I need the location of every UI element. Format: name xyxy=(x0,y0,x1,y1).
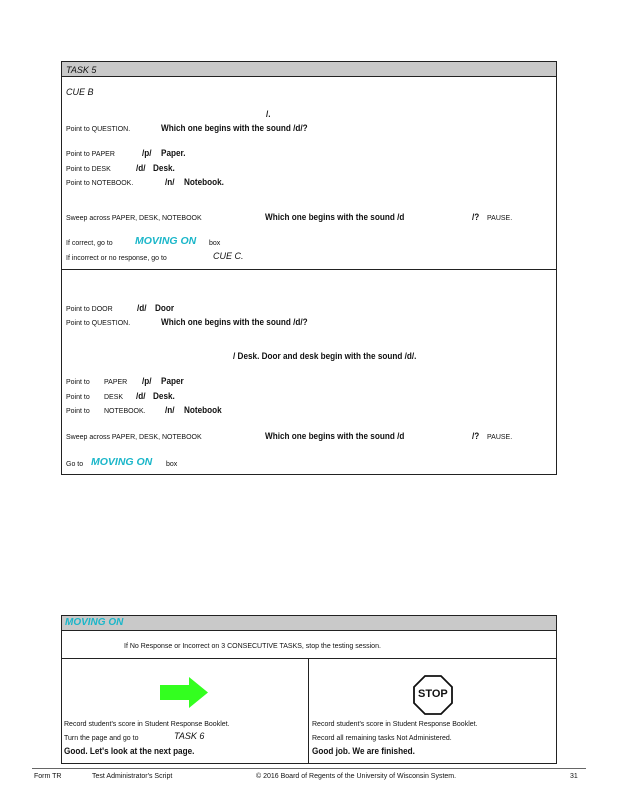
moving-on-link[interactable]: MOVING ON xyxy=(135,235,197,247)
stop-sign-label: STOP xyxy=(418,688,448,700)
left-next-page-text: Good. Let's look at the next page. xyxy=(64,746,195,757)
notebook-word: Notebook. xyxy=(184,177,224,188)
door-sound: /d/ xyxy=(137,303,147,314)
door-word: Door xyxy=(155,303,175,314)
arrow-right-icon xyxy=(160,677,208,708)
explanation: / Desk. Door and desk begin with the sound /d/. xyxy=(233,351,417,362)
cue-c-link[interactable]: CUE C. xyxy=(213,251,244,261)
moving-on-header: MOVING ON xyxy=(65,617,124,628)
footer-script: Test Administrator's Script xyxy=(92,773,173,780)
cue-divider xyxy=(61,269,557,270)
c-notebook-word: Notebook xyxy=(184,405,222,416)
cue-b-label: CUE B xyxy=(66,87,94,97)
left-turn-text: Turn the page and go to xyxy=(64,735,139,742)
task-6-link[interactable]: TASK 6 xyxy=(174,731,205,741)
pause-text: PAUSE. xyxy=(487,215,513,222)
notebook-sound: /n/ xyxy=(165,177,175,188)
right-not-administered-text: Record all remaining tasks Not Administered. xyxy=(312,735,452,742)
desk-sound: /d/ xyxy=(136,163,146,174)
correct-text: If correct, go to xyxy=(66,240,113,247)
q2-instruction: Point to QUESTION. xyxy=(66,320,131,327)
paper-name: PAPER xyxy=(104,379,128,386)
left-record-text: Record student's score in Student Response Booklet. xyxy=(64,721,230,728)
paper-instruction: Point to PAPER xyxy=(66,151,115,158)
task-header-bar xyxy=(62,62,556,77)
right-record-text: Record student's score in Student Response Booklet. xyxy=(312,721,478,728)
moving-on-column-divider xyxy=(308,658,309,764)
footer-form: Form TR xyxy=(34,773,62,780)
door-instruction: Point to DOOR xyxy=(66,306,113,313)
c-sweep-instruction: Sweep across PAPER, DESK, NOTEBOOK xyxy=(66,434,202,441)
c-box-text: box xyxy=(166,461,178,468)
moving-on-divider xyxy=(61,658,557,659)
point-to-desk-label: Point to xyxy=(66,394,90,401)
paper-sound: /p/ xyxy=(142,148,152,159)
q2-prompt: Which one begins with the sound /d/? xyxy=(161,317,308,328)
goto-text: Go to xyxy=(66,461,84,468)
point-to-paper-label: Point to xyxy=(66,379,90,386)
slash-mark: /. xyxy=(266,109,271,120)
c-paper-sound: /p/ xyxy=(142,376,152,387)
c-sweep-prompt: Which one begins with the sound /d xyxy=(265,431,405,442)
moving-on-header-bar xyxy=(62,616,556,631)
c-desk-word: Desk. xyxy=(153,391,175,402)
box-text: box xyxy=(209,240,221,247)
sweep-instruction: Sweep across PAPER, DESK, NOTEBOOK xyxy=(66,215,202,222)
footer-copyright: © 2016 Board of Regents of the University of Wisconsin System. xyxy=(256,773,457,780)
c-moving-on-link[interactable]: MOVING ON xyxy=(91,456,153,468)
c-notebook-sound: /n/ xyxy=(165,405,175,416)
incorrect-text: If incorrect or no response, go to xyxy=(66,255,167,262)
sweep-end: /? xyxy=(472,212,480,223)
desk-instruction: Point to DESK xyxy=(66,166,111,173)
page-number: 31 xyxy=(570,773,578,780)
notebook-name: NOTEBOOK. xyxy=(104,408,146,415)
notebook-instruction: Point to NOTEBOOK. xyxy=(66,180,134,187)
task-header: TASK 5 xyxy=(66,65,97,75)
q1-instruction: Point to QUESTION. xyxy=(66,126,131,133)
footer-rule xyxy=(32,768,586,769)
point-to-notebook-label: Point to xyxy=(66,408,90,415)
paper-word: Paper. xyxy=(161,148,186,159)
desk-word: Desk. xyxy=(153,163,175,174)
c-paper-word: Paper xyxy=(161,376,184,387)
stop-rule: If No Response or Incorrect on 3 CONSECUTIVE TASKS, stop the testing session. xyxy=(124,643,381,650)
sweep-prompt: Which one begins with the sound /d xyxy=(265,212,405,223)
c-sweep-end: /? xyxy=(472,431,480,442)
desk-name: DESK xyxy=(104,394,124,401)
right-finished-text: Good job. We are finished. xyxy=(312,746,415,757)
c-desk-sound: /d/ xyxy=(136,391,146,402)
c-pause-text: PAUSE. xyxy=(487,434,513,441)
q1-prompt: Which one begins with the sound /d/? xyxy=(161,123,308,134)
